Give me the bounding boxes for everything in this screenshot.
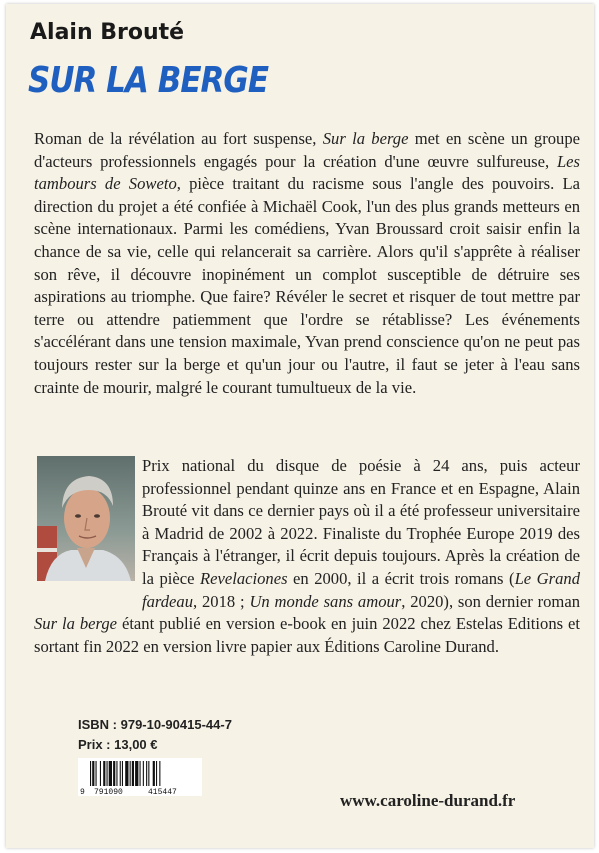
synopsis-text-1: Roman de la révélation au fort suspense, — [34, 129, 323, 148]
barcode-digit-prefix: 9 — [80, 788, 85, 796]
bio-work-2: Le Grand fardeau — [142, 568, 580, 611]
publisher-website[interactable]: www.caroline-durand.fr — [340, 791, 516, 810]
bio-text-5: étant publié en version e-book en juin 2022 chez Estelas Editions et sortant fin 2022 en version livre papier aux Éditions Caroline Durand. — [34, 614, 580, 656]
bio-work-4: Sur la berge — [34, 614, 118, 634]
isbn-label: ISBN : 979-10-90415-44-7 — [78, 717, 232, 732]
price-label: Prix : 13,00 € — [78, 737, 158, 752]
synopsis-play-ref: Les tambours de Soweto — [34, 151, 580, 194]
bio-text-2: en 2000, il a écrit trois romans ( — [287, 568, 515, 588]
isbn-barcode — [78, 758, 202, 796]
synopsis — [34, 128, 580, 399]
book-meta — [78, 715, 232, 755]
barcode-digits-right: 415447 — [148, 788, 177, 796]
synopsis-text-3: , pièce traitant du racisme sous l'angle des pouvoirs. La direction du projet a été confiée à Michaël Cook, l'un des plus grands metteurs en scène internationaux. Parmi les comédiens, Yvan Broussard croit saisir enfin la chance de sa vie, celle qui relancerait sa carrière. Alors qu'il s'apprête à réaliser son rêve, il découvre inopinément un complot susceptible de détruire ses aspirations au triomphe. Que faire? Révéler le secret et risquer de tout mettre par terre ou attendre patiemment que l'ordre se rétablisse? Les événements s'accélérant dans une tension maximale, Yvan prend conscience qu'on ne peut pas toujours rester sur la berge et qu'un jour ou l'autre, il faut se jeter à l'eau sans crainte de mourir, malgré le courant tumultueux de la vie. — [34, 174, 581, 397]
bio-text-4: , 2020), son dernier roman — [401, 591, 580, 611]
bio-work-3: Un monde sans amour — [249, 591, 402, 611]
author-name: Alain Brouté — [30, 20, 185, 45]
barcode-image — [78, 758, 202, 796]
back-cover — [6, 4, 594, 848]
synopsis-title-ref: Sur la berge — [322, 129, 409, 148]
book-title: SUR LA BERGE — [28, 60, 268, 102]
author-biography — [34, 455, 580, 658]
bio-text-3: , 2018 ; — [193, 591, 250, 611]
bio-work-1: Revelaciones — [200, 568, 288, 588]
bio-text-1: Prix national du disque de poésie à 24 ans, puis acteur professionnel pendant quinze ans en France et en Espagne, Alain Brouté vit dans ce dernier pays où il a été professeur universitaire à Madrid de 2002 à 2022. Finaliste du Trophée Europe 2019 des Français à l'étranger, il écrit depuis toujours. Après la création de la pièce — [142, 456, 580, 588]
barcode-digits-left: 791090 — [94, 788, 123, 796]
synopsis-text-2: met en scène un groupe d'acteurs professionnels engagés pour la création d'une œuvre sulfureuse, — [34, 129, 581, 171]
